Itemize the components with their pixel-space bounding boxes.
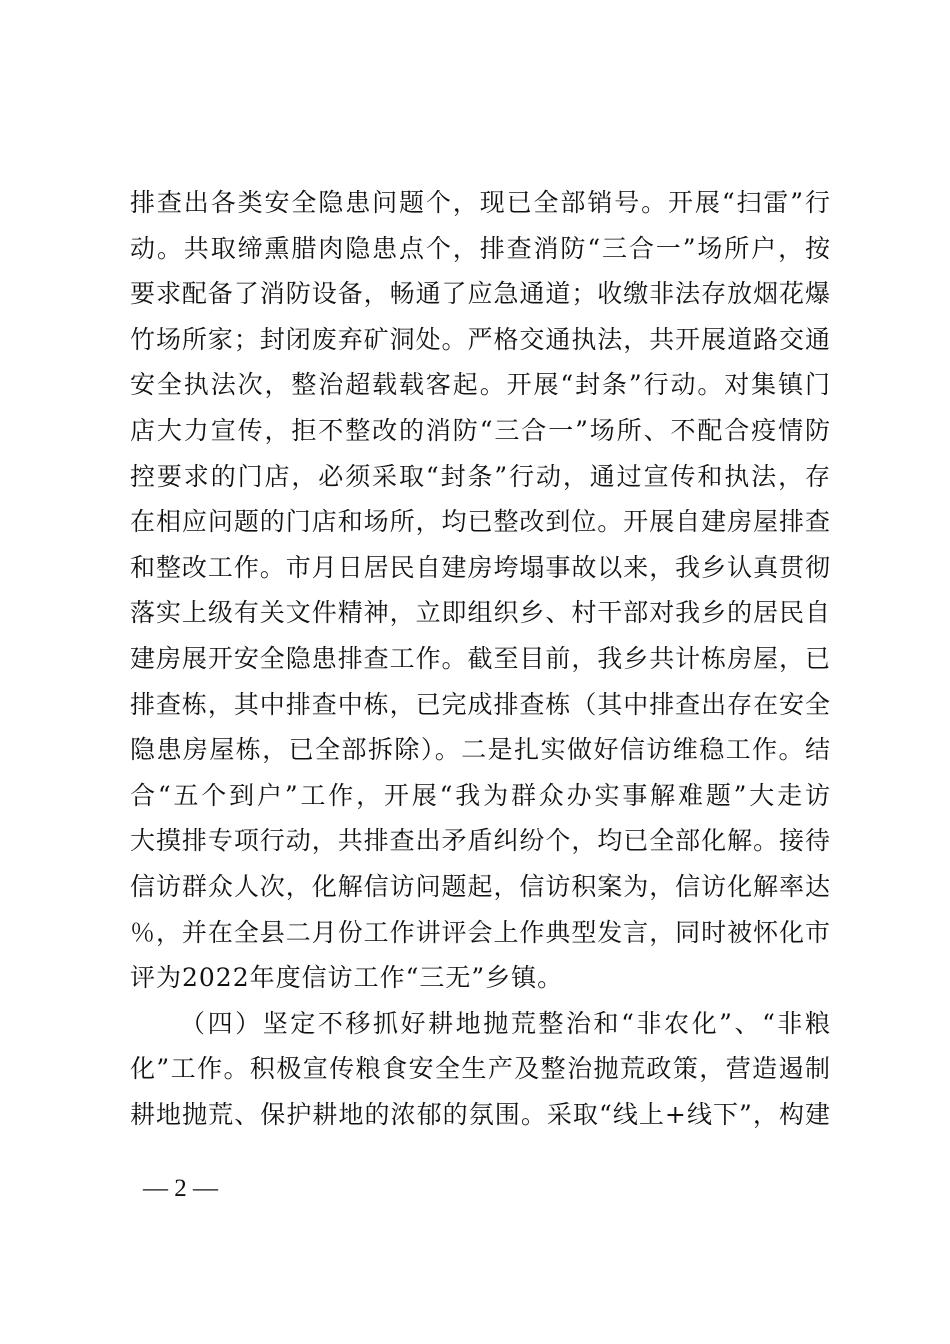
text-line: 隐患房屋栋，已全部拆除）。二是扎实做好信访维稳工作。结 (130, 735, 830, 765)
text-line: 店大力宣传，拒不整改的消防“三合一”场所、不配合疫情防 (130, 415, 830, 445)
section-heading-line: （四）坚定不移抓好耕地抛荒整治和“非农化”、“非粮 (180, 1008, 830, 1038)
text-line: 建房展开安全隐患排查工作。截至目前，我乡共计栋房屋，已 (130, 643, 830, 673)
paragraph-end-line: 评为2022年度信访工作“三无”乡镇。 (130, 963, 564, 993)
text-line: 落实上级有关文件精神，立即组织乡、村干部对我乡的居民自 (130, 598, 830, 628)
text-line: 要求配备了消防设备，畅通了应急通道；收缴非法存放烟花爆 (130, 279, 830, 309)
text-line: ％，并在全县二月份工作讲评会上作典型发言，同时被怀化市 (130, 917, 830, 947)
text-line: 安全执法次，整治超载载客起。开展“封条”行动。对集镇门 (130, 370, 830, 400)
page-number: — 2 — (143, 1175, 218, 1202)
text-line: 化”工作。积极宣传粮食安全生产及整治抛荒政策，营造遏制 (130, 1054, 830, 1084)
text-line: 控要求的门店，必须采取“封条”行动，通过宣传和执法，存 (130, 461, 830, 491)
text-line: 排查栋，其中排查中栋，已完成排查栋（其中排查出存在安全 (130, 689, 830, 719)
text-line: 在相应问题的门店和场所，均已整改到位。开展自建房屋排查 (130, 507, 830, 537)
body-text (130, 180, 830, 1137)
text-line: 大摸排专项行动，共排查出矛盾纠纷个，均已全部化解。接待 (130, 826, 830, 856)
text-line: 和整改工作。市月日居民自建房垮塌事故以来，我乡认真贯彻 (130, 552, 830, 582)
text-line: 竹场所家；封闭废弃矿洞处。严格交通执法，共开展道路交通 (130, 324, 830, 354)
text-line: 排查出各类安全隐患问题个，现已全部销号。开展“扫雷”行 (130, 188, 830, 217)
text-line: 耕地抛荒、保护耕地的浓郁的氛围。采取“线上+线下”，构建 (130, 1099, 830, 1129)
text-line: 信访群众人次，化解信访问题起，信访积案为，信访化解率达 (130, 871, 830, 901)
text-line: 合“五个到户”工作，开展“我为群众办实事解难题”大走访 (130, 780, 830, 810)
text-line: 动。共取缔熏腊肉隐患点个，排查消防“三合一”场所户，按 (130, 233, 830, 263)
